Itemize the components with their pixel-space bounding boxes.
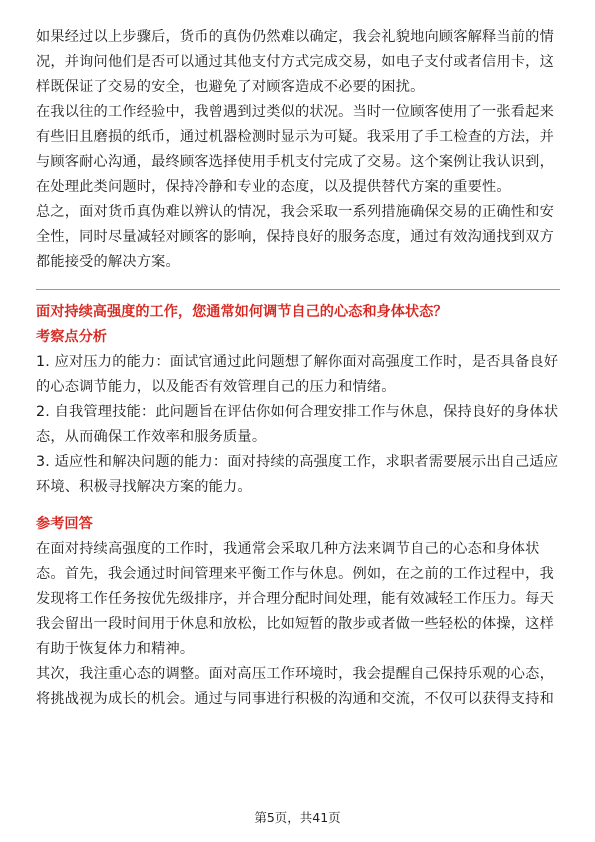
text-line: 如果经过以上步骤后，货币的真伪仍然难以确定，我会礼貌地向顾客解释当前的情 xyxy=(36,29,554,45)
text-line: 全性，同时尽量减轻对顾客的影响，保持良好的服务态度，通过有效沟通找到双方 xyxy=(36,229,554,245)
text-line: 都能接受的解决方案。 xyxy=(36,254,180,270)
answer-heading: 参考回答 xyxy=(36,516,93,532)
answer-line: 我会留出一段时间用于休息和放松，比如短暂的散步或者做一些轻松的体操，这样 xyxy=(36,616,554,632)
answer-line: 其次，我注重心态的调整。面对高压工作环境时，我会提醒自己保持乐观的心态， xyxy=(36,666,554,682)
answer-line: 在面对持续高强度的工作时，我通常会采取几种方法来调节自己的心态和身体状 xyxy=(36,541,540,557)
answer-line: 发现将工作任务按优先级排序，并合理分配时间处理，能有效减轻工作压力。每天 xyxy=(36,591,554,607)
text-line: 总之，面对货币真伪难以辨认的情况，我会采取一系列措施确保交易的正确性和安 xyxy=(36,204,554,220)
text-line: 样既保证了交易的安全，也避免了对顾客造成不必要的困扰。 xyxy=(36,79,425,95)
page-number-footer: 第5页，共41页 xyxy=(254,810,341,825)
text-line: 有些旧且磨损的纸币，通过机器检测时显示为可疑。我采用了手工检查的方法，并 xyxy=(36,129,554,145)
analysis-line: 3. 适应性和解决问题的能力：面对持续的高强度工作，求职者需要展示出自己适应 xyxy=(36,454,559,470)
analysis-line: 2. 自我管理技能：此问题旨在评估你如何合理安排工作与休息，保持良好的身体状 xyxy=(36,404,559,420)
answer-text-block xyxy=(36,537,560,712)
analysis-line: 1. 应对压力的能力：面试官通过此问题想了解你面对高强度工作时，是否具备良好 xyxy=(36,354,559,370)
answer-line: 将挑战视为成长的机会。通过与同事进行积极的沟通和交流，不仅可以获得支持和 xyxy=(36,691,554,707)
section-divider xyxy=(36,289,560,290)
intro-text-block xyxy=(36,25,560,275)
document-page xyxy=(36,25,560,712)
text-line: 在处理此类问题时，保持冷静和专业的态度，以及提供替代方案的重要性。 xyxy=(36,179,511,195)
text-line: 与顾客耐心沟通，最终顾客选择使用手机支付完成了交易。这个案例让我认识到， xyxy=(36,154,554,170)
analysis-line: 的心态调节能力，以及能否有效管理自己的压力和情绪。 xyxy=(36,379,396,395)
text-line: 在我以往的工作经验中，我曾遇到过类似的状况。当时一位顾客使用了一张看起来 xyxy=(36,104,554,120)
answer-line: 有助于恢复体力和精神。 xyxy=(36,641,195,657)
analysis-heading: 考察点分析 xyxy=(36,329,107,345)
answer-line: 态。首先，我会通过时间管理来平衡工作与休息。例如，在之前的工作过程中，我 xyxy=(36,566,554,582)
text-line: 况，并询问他们是否可以通过其他支付方式完成交易，如电子支付或者信用卡，这 xyxy=(36,54,554,70)
analysis-text-block xyxy=(36,350,560,500)
analysis-line: 态，从而确保工作效率和服务质量。 xyxy=(36,429,267,445)
interview-question: 面对持续高强度的工作，您通常如何调节自己的心态和身体状态？ xyxy=(36,304,448,320)
analysis-line: 环境、积极寻找解决方案的能力。 xyxy=(36,479,252,495)
